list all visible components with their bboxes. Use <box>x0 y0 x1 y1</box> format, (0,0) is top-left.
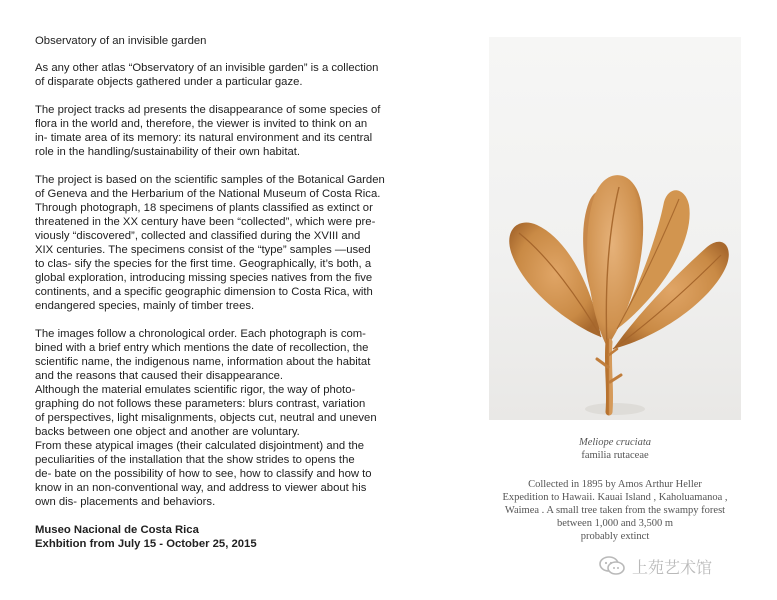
exhibition-dates: Exhbition from July 15 - October 25, 2015 <box>35 538 257 550</box>
museum-name: Museo Nacional de Costa Rica <box>35 524 199 536</box>
document-title: Observatory of an invisible garden <box>35 35 207 47</box>
paragraph-project-tracks: The project tracks ad presents the disappearance of some species of flora in the world and, therefore, the viewer is invited to think on an in- timate area of its memory: its natural environment and its central role in the handling/sustainability of their own habitat. <box>35 104 381 158</box>
paragraph-project-basis: The project is based on the scientific samples of the Botanical Garden of Geneva and the Herbarium of the National Museum of Costa Rica. Through photograph, 18 specimens of plants classified as extinct or threatened in the XX century have been “collected”, which were pre- viously “discovered”, collected and classified during the XVIII and XIX centuries. The specimens consist of the “type” samples —used to clas- sify the species for the first time. Geographically, it’s both, a global exploration, introducing missing species natives from the five continents, and a specific geographic dimension to Costa Rica, with endangered species, mainly of timber trees. <box>35 174 385 312</box>
specimen-photo <box>489 37 741 420</box>
specimen-caption <box>489 436 741 543</box>
paragraph-images: The images follow a chronological order. Each photograph is com- bined with a brief entry which mentions the date of recollection, the scientific name, the indigenous name, information about the habitat and the reasons that caused their disappearance. Although the material emulates scientific rigor, the way of photo- graphing do not follows these parameters: blurs contrast, variation of perspectives, light misalignments, objects cut, neutral and uneven backs between one object and another are voluntary. From these atypical images (their calculated disjointment) and the peculiarities of the installation that the show strides to opens the de- bate on the possibility of how to see, how to classify and how to know in an non-conventional way, and address to viewer about his own dis- placements and behaviors. <box>35 328 377 508</box>
dried-leaf-illustration <box>489 37 741 420</box>
species-name: Meliope cruciata <box>578 437 652 448</box>
text-column <box>35 34 395 551</box>
paragraph-intro: As any other atlas “Observatory of an invisible garden” is a collection of disparate objects gathered under a particular gaze. <box>35 62 379 88</box>
watermark-text: 上苑艺术馆 <box>632 557 713 577</box>
collection-details: Collected in 1895 by Amos Arthur Heller Expedition to Hawaii. Kauai Island , Kaholuamanoa , Waimea . A small tree taken from the swampy forest between 1,000 and 3,500 m probably extinct <box>502 479 728 542</box>
family-name: familia rutaceae <box>581 450 649 461</box>
wechat-icon <box>598 555 626 577</box>
watermark <box>598 553 712 579</box>
